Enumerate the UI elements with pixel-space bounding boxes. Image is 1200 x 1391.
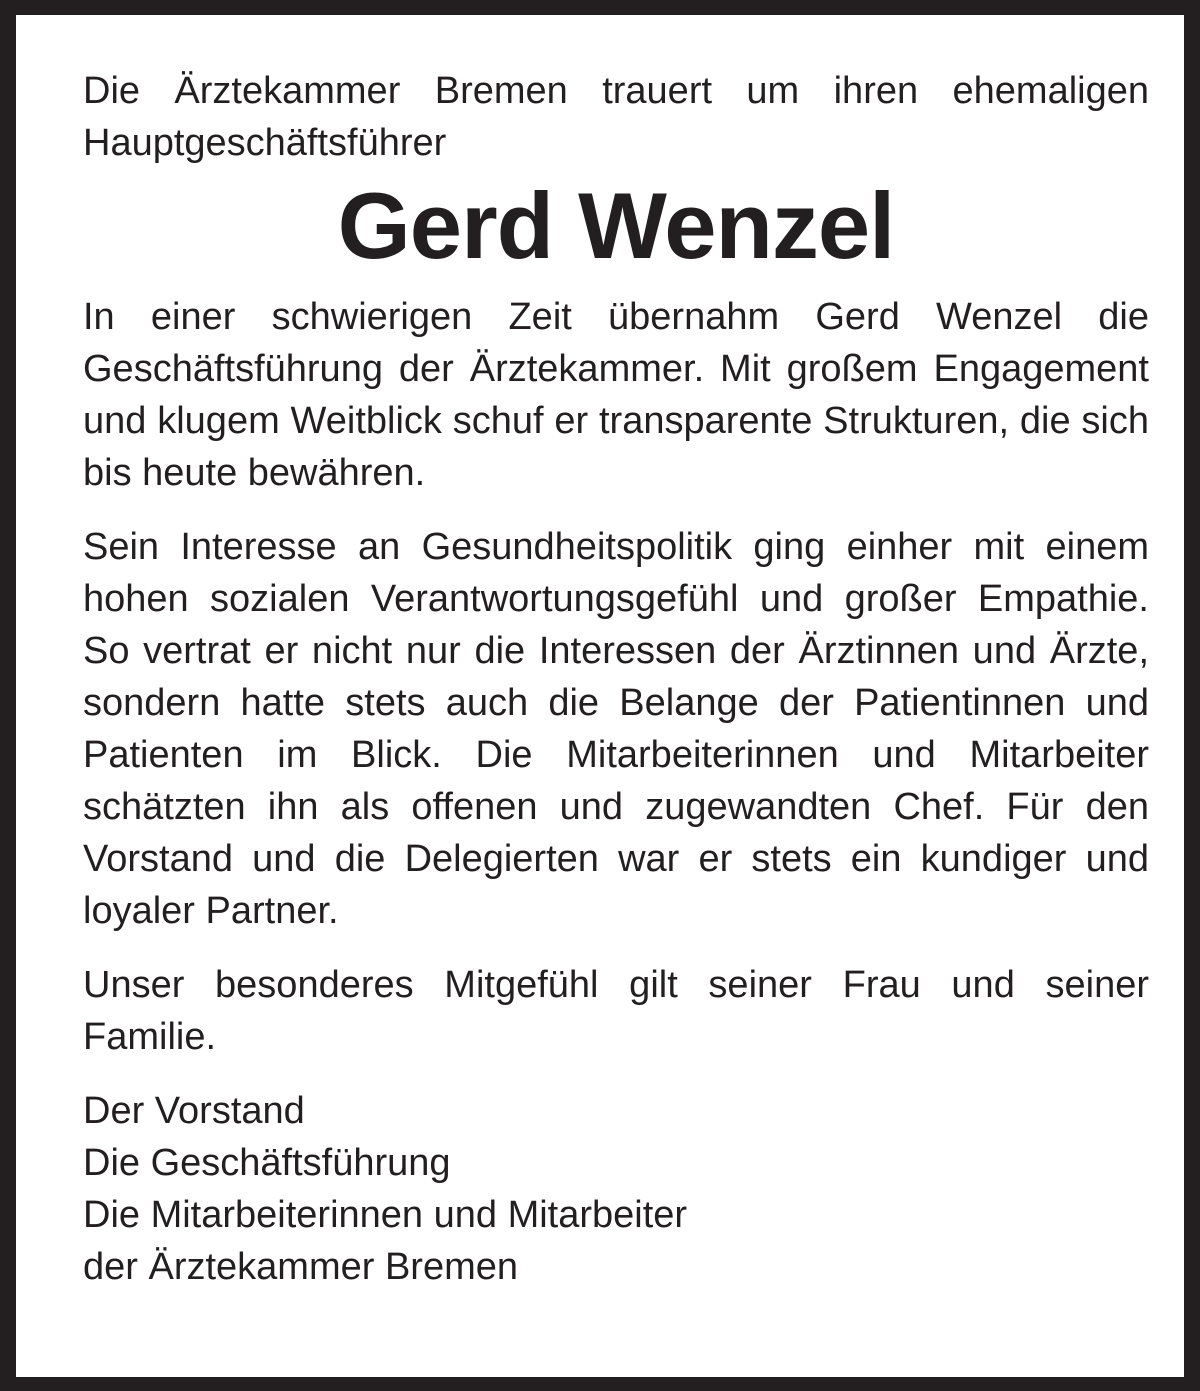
signature-line-organization: der Ärztekammer Bremen [83, 1246, 519, 1288]
paragraph-character: Sein Interesse an Gesundheitspolitik ging einher mit einem hohen sozialen Verantwortungsgefühl und großer Empathie. So vertrat er nicht nur die Interessen der Ärztinnen und Ärzte, sondern hatte stets auch die Belange der Patientinnen und Patienten im Blick. Die Mitarbeiterinnen und Mitarbeiter schätzten ihn als offenen und zugewandten Chef. Für den Vorstand und die Delegierten war er stets ein kundiger und loyaler Partner. [83, 526, 1149, 932]
signature-block [83, 1085, 1149, 1293]
intro-text: Die Ärztekammer Bremen trauert um ihren ehemaligen Hauptgeschäftsführer [83, 70, 1149, 164]
signature-line-staff: Die Mitarbeiterinnen und Mitarbeiter [83, 1194, 688, 1236]
signature-line-board: Der Vorstand [83, 1090, 305, 1132]
paragraph-condolence: Unser besonderes Mitgefühl gilt seiner Frau und seiner Familie. [83, 964, 1149, 1058]
signature-line-management: Die Geschäftsführung [83, 1142, 451, 1184]
deceased-name: Gerd Wenzel [337, 173, 895, 278]
obituary-content [83, 65, 1149, 1293]
paragraph-career: In einer schwierigen Zeit übernahm Gerd Wenzel die Geschäftsführung der Ärztekammer. Mit großem Engagement und klugem Weitblick schuf er transparente Strukturen, die sich bis heute bewähren. [83, 296, 1149, 494]
